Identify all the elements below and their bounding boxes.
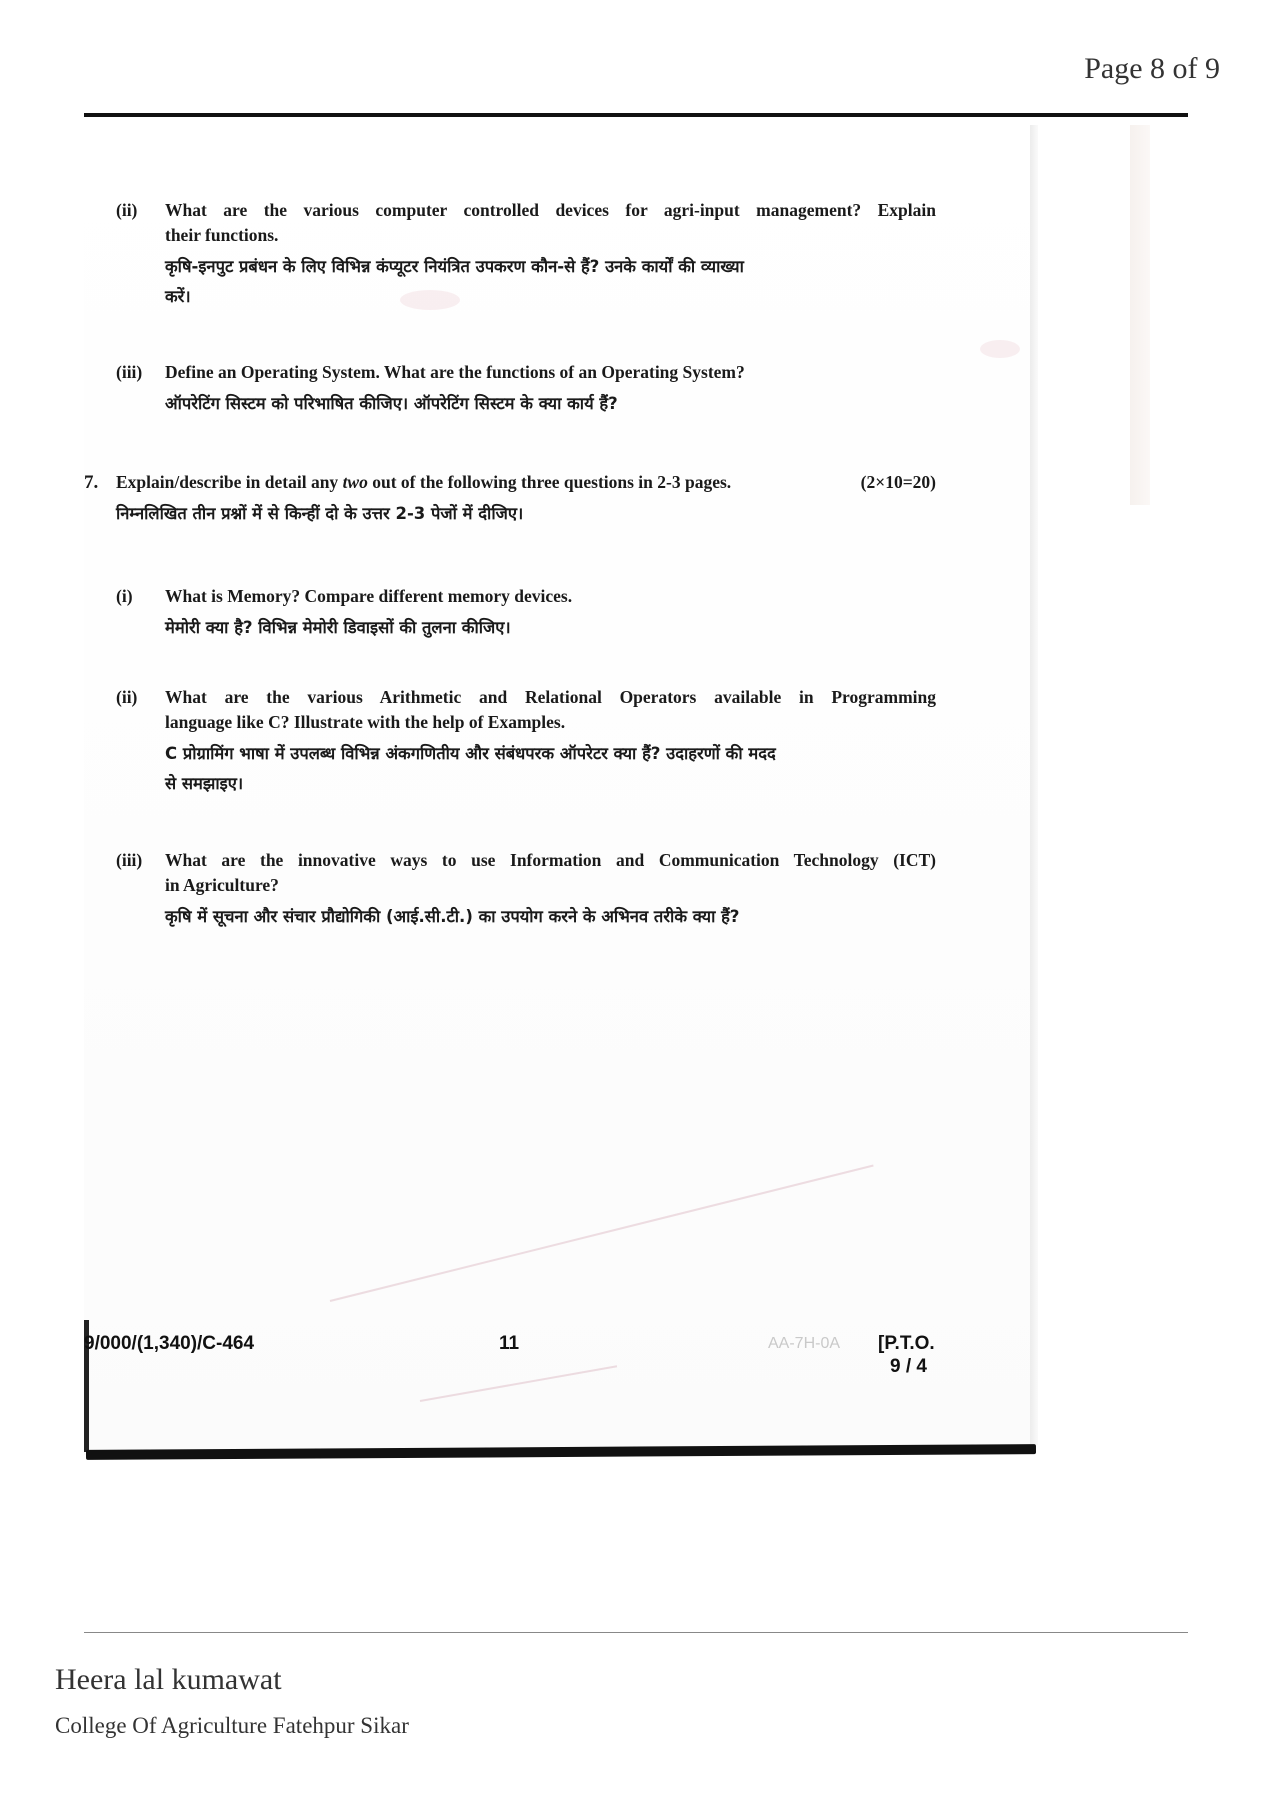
question-number: 7. [84,472,99,493]
pto-label: [P.T.O. [878,1333,935,1354]
question-text-en: What are the various computer controlled devices for agri-input management? Explain [165,200,936,220]
question-number: (ii) [116,687,138,707]
scan-smudge [980,340,1020,358]
author-name: Heera lal kumawat [55,1663,282,1696]
question-text-hi: से समझाइए। [165,774,244,793]
question-text-en: Define an Operating System. What are the functions of an Operating System? [165,362,745,382]
question-text-hi: कृषि-इनपुट प्रबंधन के लिए विभिन्न कंप्यूटर नियंत्रित उपकरण कौन-से हैं? उनके कार्यों की व्याख्या [165,257,744,276]
question-6-ii [116,198,936,318]
question-text-hi: ऑपरेटिंग सिस्टम को परिभाषित कीजिए। ऑपरेटिंग सिस्टम के क्या कार्य हैं? [165,394,618,413]
question-number: (iii) [116,850,143,870]
marks-label: (2×10=20) [860,472,936,492]
question-text-en: What are the various Arithmetic and Relational Operators available in Programming [165,687,936,707]
question-text-en: language like C? Illustrate with the help of Examples. [165,712,566,732]
question-6-iii [116,360,936,430]
question-instruction-en: Explain/describe in detail any two out of the following three questions in 2-3 pages. (2×10=20) [116,470,936,495]
faint-mark: AA-7H-0A [768,1335,841,1352]
question-text-hi: मेमोरी क्या है? विभिन्न मेमोरी डिवाइसों की तुलना कीजिए। [165,618,511,637]
question-text-en: What are the innovative ways to use Information and Communication Technology (ICT) [165,850,936,870]
scan-right-edge [1030,125,1038,1445]
page-number: Page 8 of 9 [1084,52,1220,85]
college-name: College Of Agriculture Fatehpur Sikar [55,1713,409,1738]
question-number: (i) [116,586,133,606]
question-text-hi: कृषि में सूचना और संचार प्रौद्योगिकी (आई.सी.टी.) का उपयोग करने के अभिनव तरीके क्या हैं? [165,907,740,926]
question-number: (iii) [116,362,143,382]
question-number: (ii) [116,200,138,220]
paper-page-number: 11 [499,1333,520,1354]
sheet-fraction: 9 / 4 [890,1356,927,1377]
question-7-iii [116,848,936,948]
question-text-en: their functions. [165,225,279,245]
paper-code: 9/000/(1,340)/C-464 [84,1333,255,1354]
bottom-divider [84,1632,1188,1633]
question-text-en: in Agriculture? [165,875,279,895]
question-7-i [116,584,936,654]
question-7-ii [116,685,936,805]
question-text-hi: C प्रोग्रामिंग भाषा में उपलब्ध विभिन्न अंकगणितीय और संबंधपरक ऑपरेटर क्या हैं? उदाहरणों की मदद [165,744,776,763]
question-7 [84,470,936,540]
question-instruction-hi: निम्नलिखित तीन प्रश्नों में से किन्हीं दो के उत्तर 2-3 पेजों में दीजिए। [116,504,524,523]
scan-right-shadow [1130,125,1150,505]
question-text-en: What is Memory? Compare different memory devices. [165,586,573,606]
question-text-hi: करें। [165,287,191,306]
